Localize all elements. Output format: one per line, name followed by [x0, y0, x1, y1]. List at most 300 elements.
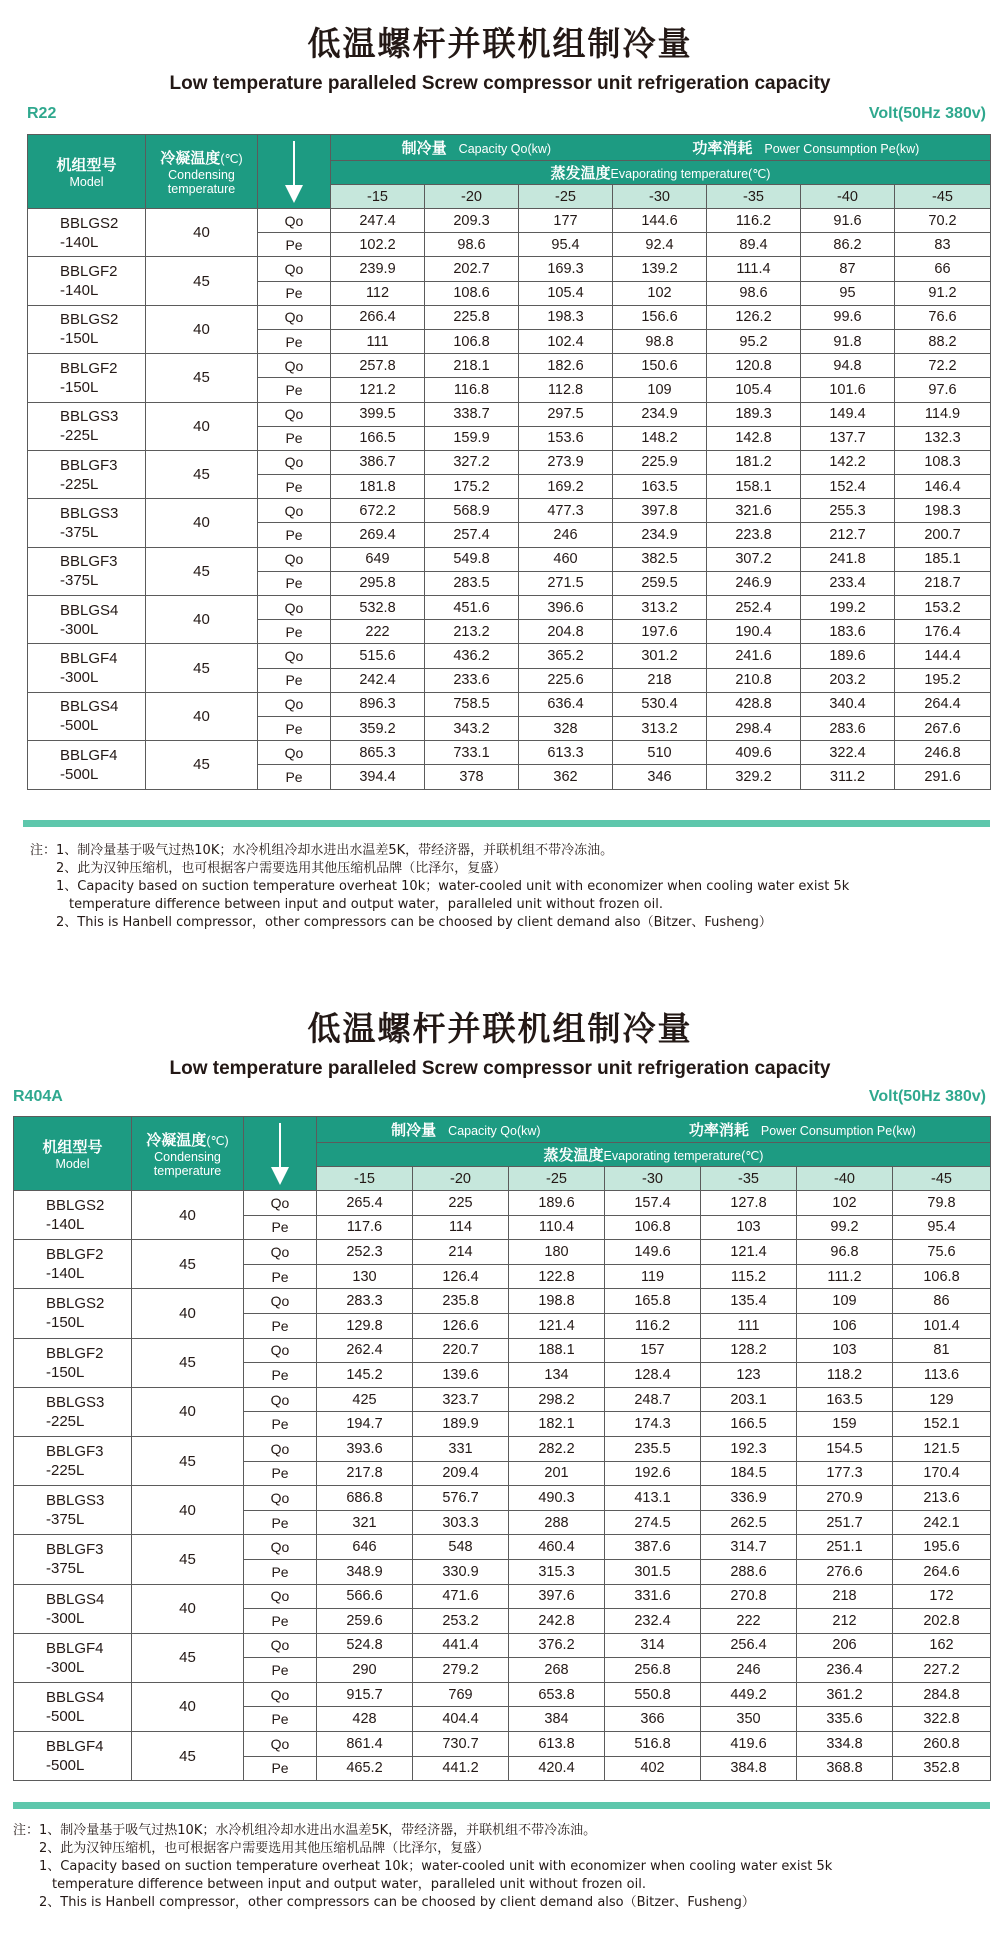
qo-value-cell: 241.8 — [801, 547, 895, 571]
qo-value-cell: 331.6 — [605, 1584, 701, 1609]
qo-value-cell: 163.5 — [797, 1387, 893, 1412]
qo-value-cell: 283.3 — [317, 1289, 413, 1314]
qo-value-cell: 79.8 — [893, 1191, 991, 1216]
qo-value-cell: 149.6 — [605, 1240, 701, 1265]
capacity-header-cn: 制冷量 — [401, 139, 447, 157]
pe-value-cell: 181.8 — [331, 475, 425, 499]
model-cell — [14, 1240, 132, 1289]
pe-value-cell: 106.8 — [425, 329, 519, 353]
notes-r22 — [30, 842, 849, 932]
model-cell — [28, 596, 146, 644]
table-row — [28, 257, 991, 281]
qo-label-cell: Qo — [258, 644, 331, 668]
model-line1: BBLGS3 — [46, 1393, 105, 1411]
pe-value-cell: 189.9 — [413, 1412, 509, 1437]
pe-label-cell: Pe — [244, 1707, 317, 1732]
pe-value-cell: 121.2 — [331, 378, 425, 402]
pe-value-cell: 184.5 — [701, 1461, 797, 1486]
qo-value-cell: 225.8 — [425, 305, 519, 329]
qo-value-cell: 198.8 — [509, 1289, 605, 1314]
qo-value-cell: 915.7 — [317, 1682, 413, 1707]
qo-label-cell: Qo — [258, 596, 331, 620]
model-line2: -150L — [60, 330, 99, 348]
qo-value-cell: 636.4 — [519, 692, 613, 716]
notes-r404a — [13, 1822, 832, 1912]
pe-label-cell: Pe — [258, 620, 331, 644]
qo-value-cell: 273.9 — [519, 450, 613, 474]
qo-value-cell: 128.2 — [701, 1338, 797, 1363]
pe-value-cell: 152.1 — [893, 1412, 991, 1437]
qo-label-cell: Qo — [244, 1584, 317, 1609]
pe-value-cell: 170.4 — [893, 1461, 991, 1486]
condensing-temp-cell: 45 — [132, 1633, 244, 1682]
capacity-header-cn: 制冷量 — [391, 1121, 437, 1139]
pe-value-cell: 142.8 — [707, 426, 801, 450]
qo-value-cell: 70.2 — [895, 209, 991, 233]
model-line1: BBLGF3 — [46, 1443, 104, 1461]
evaporating-header — [331, 161, 991, 185]
pe-value-cell: 246 — [701, 1658, 797, 1683]
table-row — [28, 547, 991, 571]
pe-value-cell: 176.4 — [895, 620, 991, 644]
pe-value-cell: 137.7 — [801, 426, 895, 450]
pe-value-cell: 101.6 — [801, 378, 895, 402]
pe-value-cell: 262.5 — [701, 1510, 797, 1535]
qo-value-cell: 460.4 — [509, 1535, 605, 1560]
condensing-temp-cell: 40 — [146, 499, 258, 547]
pe-value-cell: 108.6 — [425, 281, 519, 305]
evap-temp-col: -25 — [509, 1167, 605, 1191]
pe-label-cell: Pe — [258, 523, 331, 547]
model-line1: BBLGS2 — [60, 214, 119, 232]
qo-value-cell: 144.4 — [895, 644, 991, 668]
model-cell — [14, 1338, 132, 1387]
qo-value-cell: 235.8 — [413, 1289, 509, 1314]
table-row — [14, 1387, 991, 1412]
evap-temp-col: -30 — [605, 1167, 701, 1191]
condensing-header-cn-text: 冷凝温度 — [146, 1131, 207, 1149]
table-row — [28, 450, 991, 474]
model-cell — [14, 1486, 132, 1535]
table-row — [14, 1633, 991, 1658]
pe-value-cell: 218 — [613, 668, 707, 692]
pe-value-cell: 366 — [605, 1707, 701, 1732]
pe-value-cell: 89.4 — [707, 233, 801, 257]
pe-value-cell: 102.4 — [519, 329, 613, 353]
qo-label-cell: Qo — [258, 209, 331, 233]
qo-label-cell: Qo — [258, 305, 331, 329]
model-line2: -225L — [46, 1462, 85, 1480]
pe-value-cell: 88.2 — [895, 329, 991, 353]
table-row — [14, 1584, 991, 1609]
model-cell — [14, 1535, 132, 1584]
qo-value-cell: 733.1 — [425, 741, 519, 765]
pe-value-cell: 116.2 — [605, 1313, 701, 1338]
evap-temp-col: -45 — [895, 185, 991, 209]
qo-value-cell: 251.1 — [797, 1535, 893, 1560]
pe-value-cell: 169.2 — [519, 475, 613, 499]
condensing-temp-cell: 45 — [146, 547, 258, 595]
qo-value-cell: 218.1 — [425, 354, 519, 378]
qo-value-cell: 180 — [509, 1240, 605, 1265]
qo-value-cell: 334.8 — [797, 1732, 893, 1757]
qo-label-cell: Qo — [244, 1732, 317, 1757]
qo-value-cell: 76.6 — [895, 305, 991, 329]
condensing-header-cn-text: 冷凝温度 — [160, 149, 221, 167]
qo-value-cell: 239.9 — [331, 257, 425, 281]
pe-value-cell: 192.6 — [605, 1461, 701, 1486]
qo-value-cell: 284.8 — [893, 1682, 991, 1707]
pe-value-cell: 159.9 — [425, 426, 519, 450]
qo-value-cell: 66 — [895, 257, 991, 281]
qo-value-cell: 490.3 — [509, 1486, 605, 1511]
model-cell — [28, 692, 146, 740]
model-line2: -150L — [46, 1314, 85, 1332]
qo-value-cell: 314 — [605, 1633, 701, 1658]
model-line2: -500L — [46, 1707, 85, 1725]
qo-value-cell: 257.8 — [331, 354, 425, 378]
model-header-en: Model — [69, 175, 104, 189]
condensing-temp-cell: 45 — [146, 257, 258, 305]
qo-label-cell: Qo — [244, 1240, 317, 1265]
qo-value-cell: 156.6 — [613, 305, 707, 329]
pe-label-cell: Pe — [258, 668, 331, 692]
qo-value-cell: 338.7 — [425, 402, 519, 426]
pe-value-cell: 103 — [701, 1215, 797, 1240]
qo-value-cell: 548 — [413, 1535, 509, 1560]
pe-value-cell: 402 — [605, 1756, 701, 1781]
qo-value-cell: 241.6 — [707, 644, 801, 668]
qo-value-cell: 135.4 — [701, 1289, 797, 1314]
section-r22 — [0, 18, 1000, 127]
model-cell — [28, 257, 146, 305]
qo-value-cell: 477.3 — [519, 499, 613, 523]
pe-label-cell: Pe — [258, 378, 331, 402]
qo-value-cell: 861.4 — [317, 1732, 413, 1757]
arrow-header — [244, 1117, 317, 1191]
pe-value-cell: 218.7 — [895, 571, 991, 595]
note-line: 1、Capacity based on suction temperature overheat 10k；water-cooled unit with economizer when cooling water exist 5k — [13, 1859, 833, 1874]
note-line: 1、Capacity based on suction temperature overheat 10k；water-cooled unit with economizer when cooling water exist 5k — [30, 879, 850, 894]
qo-value-cell: 248.7 — [605, 1387, 701, 1412]
qo-value-cell: 225 — [413, 1191, 509, 1216]
qo-value-cell: 149.4 — [801, 402, 895, 426]
arrow-down-icon — [269, 1121, 291, 1187]
condensing-header — [132, 1117, 244, 1191]
qo-label-cell: Qo — [244, 1338, 317, 1363]
pe-value-cell: 290 — [317, 1658, 413, 1683]
qo-value-cell: 266.4 — [331, 305, 425, 329]
qo-label-cell: Qo — [244, 1436, 317, 1461]
pe-value-cell: 115.2 — [701, 1264, 797, 1289]
qo-value-cell: 327.2 — [425, 450, 519, 474]
condensing-header-en2: temperature — [153, 1164, 222, 1178]
qo-value-cell: 550.8 — [605, 1682, 701, 1707]
pe-value-cell: 346 — [613, 765, 707, 789]
qo-value-cell: 198.3 — [895, 499, 991, 523]
qo-value-cell: 613.8 — [509, 1732, 605, 1757]
pe-value-cell: 166.5 — [331, 426, 425, 450]
qo-value-cell: 397.6 — [509, 1584, 605, 1609]
model-line2: -300L — [60, 669, 99, 687]
note-line: 注：1、制冷量基于吸气过热10K；水冷机组冷却水进出水温差5K，带经济器，并联机组不带冷冻油。 — [13, 1823, 597, 1838]
pe-value-cell: 111 — [701, 1313, 797, 1338]
condensing-header-en1: Condensing — [168, 168, 235, 182]
model-cell — [14, 1584, 132, 1633]
table-row — [14, 1535, 991, 1560]
qo-value-cell: 331 — [413, 1436, 509, 1461]
model-line2: -225L — [60, 475, 99, 493]
qo-label-cell: Qo — [244, 1682, 317, 1707]
qo-value-cell: 865.3 — [331, 741, 425, 765]
pe-value-cell: 234.9 — [613, 523, 707, 547]
qo-value-cell: 365.2 — [519, 644, 613, 668]
pe-value-cell: 95.4 — [893, 1215, 991, 1240]
qo-value-cell: 72.2 — [895, 354, 991, 378]
model-cell — [28, 741, 146, 789]
qo-value-cell: 270.8 — [701, 1584, 797, 1609]
qo-value-cell: 220.7 — [413, 1338, 509, 1363]
qo-value-cell: 297.5 — [519, 402, 613, 426]
pe-value-cell: 91.2 — [895, 281, 991, 305]
qo-value-cell: 758.5 — [425, 692, 519, 716]
note-line: 2、此为汉钟压缩机，也可根据客户需要选用其他压缩机品牌（比泽尔，复盛） — [13, 1841, 490, 1856]
qo-value-cell: 376.2 — [509, 1633, 605, 1658]
qo-value-cell: 516.8 — [605, 1732, 701, 1757]
pe-value-cell: 378 — [425, 765, 519, 789]
condensing-temp-cell: 45 — [132, 1338, 244, 1387]
qo-value-cell: 121.4 — [701, 1240, 797, 1265]
table-row — [14, 1338, 991, 1363]
qo-value-cell: 247.4 — [331, 209, 425, 233]
model-line1: BBLGF4 — [46, 1738, 104, 1756]
pe-value-cell: 126.6 — [413, 1313, 509, 1338]
pe-value-cell: 233.4 — [801, 571, 895, 595]
qo-label-cell: Qo — [258, 354, 331, 378]
condensing-temp-cell: 45 — [132, 1732, 244, 1781]
pe-value-cell: 119 — [605, 1264, 701, 1289]
power-header-en: Power Consumption Pe(kw) — [760, 1124, 916, 1138]
pe-value-cell: 264.6 — [893, 1559, 991, 1584]
model-line1: BBLGF2 — [46, 1246, 104, 1264]
model-line2: -300L — [46, 1658, 85, 1676]
table-row — [14, 1732, 991, 1757]
capacity-power-header — [331, 135, 991, 161]
qo-value-cell: 730.7 — [413, 1732, 509, 1757]
qo-label-cell: Qo — [244, 1535, 317, 1560]
model-cell — [14, 1633, 132, 1682]
table-row — [14, 1436, 991, 1461]
qo-value-cell: 192.3 — [701, 1436, 797, 1461]
pe-value-cell: 233.6 — [425, 668, 519, 692]
qo-value-cell: 252.4 — [707, 596, 801, 620]
qo-value-cell: 686.8 — [317, 1486, 413, 1511]
pe-value-cell: 394.4 — [331, 765, 425, 789]
pe-value-cell: 148.2 — [613, 426, 707, 450]
model-cell — [28, 450, 146, 498]
pe-value-cell: 194.7 — [317, 1412, 413, 1437]
qo-label-cell: Qo — [244, 1191, 317, 1216]
pe-label-cell: Pe — [258, 475, 331, 499]
pe-value-cell: 246.9 — [707, 571, 801, 595]
pe-value-cell: 201 — [509, 1461, 605, 1486]
evap-temp-col: -35 — [707, 185, 801, 209]
pe-value-cell: 343.2 — [425, 716, 519, 740]
table-row — [14, 1486, 991, 1511]
pe-label-cell: Pe — [244, 1264, 317, 1289]
pe-value-cell: 313.2 — [613, 716, 707, 740]
model-header — [14, 1117, 132, 1191]
evap-temp-col: -20 — [413, 1167, 509, 1191]
model-cell — [28, 547, 146, 595]
qo-label-cell: Qo — [258, 692, 331, 716]
condensing-temp-cell: 40 — [132, 1584, 244, 1633]
model-cell — [28, 402, 146, 450]
qo-value-cell: 340.4 — [801, 692, 895, 716]
qo-value-cell: 111.4 — [707, 257, 801, 281]
model-line2: -140L — [60, 282, 99, 300]
qo-value-cell: 321.6 — [707, 499, 801, 523]
condensing-unit: (℃) — [220, 152, 243, 166]
pe-value-cell: 222 — [701, 1609, 797, 1634]
pe-value-cell: 404.4 — [413, 1707, 509, 1732]
condensing-temp-cell: 45 — [146, 354, 258, 402]
qo-value-cell: 549.8 — [425, 547, 519, 571]
qo-value-cell: 387.6 — [605, 1535, 701, 1560]
qo-value-cell: 96.8 — [797, 1240, 893, 1265]
table-row — [14, 1240, 991, 1265]
title-en: Low temperature paralleled Screw compressor unit refrigeration capacity — [169, 73, 831, 94]
model-line1: BBLGS4 — [60, 698, 119, 716]
condensing-unit: (℃) — [206, 1134, 229, 1148]
qo-value-cell: 129 — [893, 1387, 991, 1412]
qo-value-cell: 234.9 — [613, 402, 707, 426]
pe-value-cell: 102.2 — [331, 233, 425, 257]
qo-value-cell: 336.9 — [701, 1486, 797, 1511]
pe-value-cell: 348.9 — [317, 1559, 413, 1584]
qo-label-cell: Qo — [258, 547, 331, 571]
pe-value-cell: 251.7 — [797, 1510, 893, 1535]
table-row — [14, 1191, 991, 1216]
qo-value-cell: 532.8 — [331, 596, 425, 620]
model-line1: BBLGS3 — [60, 504, 119, 522]
pe-value-cell: 268 — [509, 1658, 605, 1683]
title-cn: 低温螺杆并联机组制冷量 — [307, 24, 693, 63]
model-line2: -140L — [60, 233, 99, 251]
model-line2: -375L — [46, 1511, 85, 1529]
qo-value-cell: 425 — [317, 1387, 413, 1412]
evap-temp-col: -25 — [519, 185, 613, 209]
qo-value-cell: 116.2 — [707, 209, 801, 233]
pe-value-cell: 428 — [317, 1707, 413, 1732]
condensing-temp-cell: 45 — [146, 644, 258, 692]
qo-value-cell: 314.7 — [701, 1535, 797, 1560]
qo-value-cell: 203.1 — [701, 1387, 797, 1412]
pe-label-cell: Pe — [244, 1461, 317, 1486]
pe-value-cell: 384.8 — [701, 1756, 797, 1781]
pe-label-cell: Pe — [244, 1609, 317, 1634]
condensing-temp-cell: 40 — [132, 1682, 244, 1731]
pe-value-cell: 322.8 — [893, 1707, 991, 1732]
pe-value-cell: 283.6 — [801, 716, 895, 740]
model-line1: BBLGF4 — [60, 650, 118, 668]
pe-value-cell: 303.3 — [413, 1510, 509, 1535]
pe-value-cell: 315.3 — [509, 1559, 605, 1584]
pe-value-cell: 111 — [331, 329, 425, 353]
title-cn: 低温螺杆并联机组制冷量 — [307, 1009, 693, 1048]
pe-value-cell: 95.4 — [519, 233, 613, 257]
pe-value-cell: 97.6 — [895, 378, 991, 402]
qo-value-cell: 120.8 — [707, 354, 801, 378]
condensing-temp-cell: 40 — [146, 402, 258, 450]
qo-value-cell: 510 — [613, 741, 707, 765]
model-line1: BBLGS4 — [46, 1688, 105, 1706]
pe-label-cell: Pe — [244, 1658, 317, 1683]
qo-value-cell: 419.6 — [701, 1732, 797, 1757]
pe-value-cell: 259.6 — [317, 1609, 413, 1634]
qo-value-cell: 126.2 — [707, 305, 801, 329]
qo-value-cell: 307.2 — [707, 547, 801, 571]
condensing-temp-cell: 40 — [132, 1486, 244, 1535]
qo-value-cell: 653.8 — [509, 1682, 605, 1707]
volt-label: Volt(50Hz 380v) — [868, 1088, 986, 1105]
pe-value-cell: 152.4 — [801, 475, 895, 499]
qo-label-cell: Qo — [244, 1633, 317, 1658]
pe-value-cell: 217.8 — [317, 1461, 413, 1486]
pe-value-cell: 112.8 — [519, 378, 613, 402]
power-header-en: Power Consumption Pe(kw) — [764, 142, 920, 156]
qo-value-cell: 255.3 — [801, 499, 895, 523]
condensing-temp-cell: 40 — [132, 1387, 244, 1436]
qo-value-cell: 109 — [797, 1289, 893, 1314]
pe-value-cell: 200.7 — [895, 523, 991, 547]
model-cell — [14, 1682, 132, 1731]
qo-value-cell: 127.8 — [701, 1191, 797, 1216]
pe-label-cell: Pe — [244, 1215, 317, 1240]
qo-value-cell: 524.8 — [317, 1633, 413, 1658]
note-line: 2、This is Hanbell compressor，other compressors can be choosed by client demand also（Bitzer、Fusheng） — [13, 1895, 755, 1910]
pe-value-cell: 110.4 — [509, 1215, 605, 1240]
pe-value-cell: 106 — [797, 1313, 893, 1338]
qo-value-cell: 139.2 — [613, 257, 707, 281]
model-line2: -140L — [46, 1265, 85, 1283]
pe-value-cell: 92.4 — [613, 233, 707, 257]
condensing-header-en1: Condensing — [154, 1150, 221, 1164]
pe-value-cell: 330.9 — [413, 1559, 509, 1584]
pe-value-cell: 321 — [317, 1510, 413, 1535]
pe-value-cell: 256.8 — [605, 1658, 701, 1683]
pe-value-cell: 212 — [797, 1609, 893, 1634]
pe-value-cell: 83 — [895, 233, 991, 257]
model-cell — [28, 354, 146, 402]
pe-value-cell: 213.2 — [425, 620, 519, 644]
pe-value-cell: 295.8 — [331, 571, 425, 595]
qo-value-cell: 441.4 — [413, 1633, 509, 1658]
pe-value-cell: 99.2 — [797, 1215, 893, 1240]
condensing-temp-cell: 40 — [146, 305, 258, 353]
pe-value-cell: 126.4 — [413, 1264, 509, 1289]
pe-value-cell: 329.2 — [707, 765, 801, 789]
qo-value-cell: 103 — [797, 1338, 893, 1363]
qo-value-cell: 162 — [893, 1633, 991, 1658]
model-line2: -500L — [60, 717, 99, 735]
pe-label-cell: Pe — [258, 233, 331, 257]
qo-value-cell: 209.3 — [425, 209, 519, 233]
qo-value-cell: 81 — [893, 1338, 991, 1363]
qo-value-cell: 515.6 — [331, 644, 425, 668]
qo-label-cell: Qo — [258, 402, 331, 426]
pe-value-cell: 232.4 — [605, 1609, 701, 1634]
